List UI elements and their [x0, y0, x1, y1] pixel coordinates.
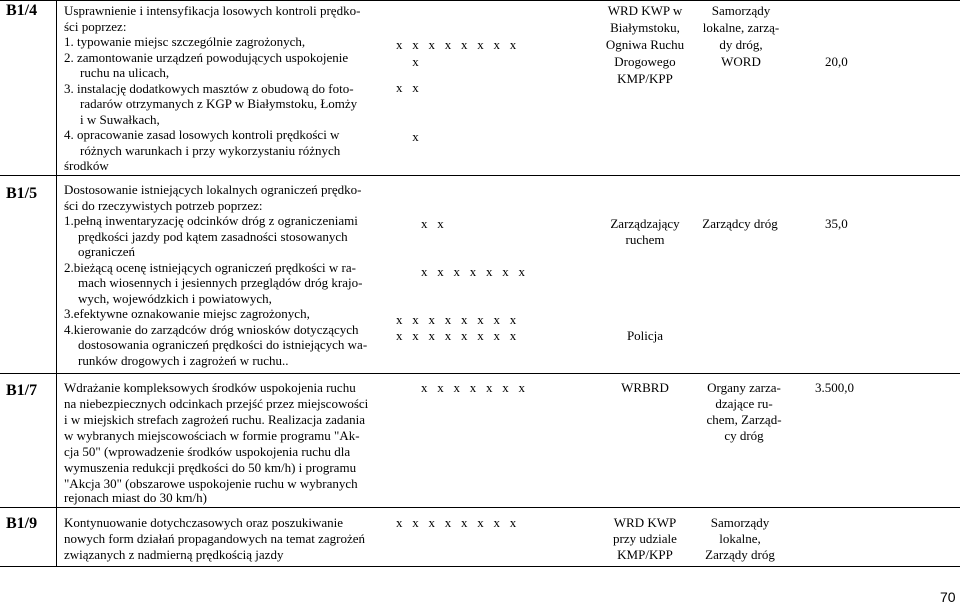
responsible-line: Ogniwa Ruchu — [605, 37, 685, 52]
task-line: Wdrażanie kompleksowych środków uspokojenia ruchu — [64, 380, 356, 395]
partner-line: Organy zarza- — [707, 380, 781, 395]
task-line: nowych form działań propagandowych na temat zagrożeń — [64, 531, 366, 546]
partner-line: Zarządy dróg — [705, 547, 775, 562]
task-line: "Akcja 30" (obszarowe uspokojenie ruchu w wybranych — [64, 476, 358, 491]
task-line: i w miejskich strefach zagrożeń ruchu. Realizacja zadania — [64, 412, 366, 427]
task-line: związanych z nadmierną prędkością jazdy — [64, 547, 284, 562]
responsible-line: przy udziale — [613, 531, 677, 546]
row-code: B1/5 — [6, 185, 38, 202]
task-line: 3. instalację dodatkowych masztów z obudową do foto- — [64, 80, 354, 96]
schedule-marks: x x — [421, 216, 444, 231]
task-line: Dostosowanie istniejących lokalnych ograniczeń prędko- — [64, 182, 362, 197]
row-divider — [0, 373, 960, 374]
task-line: mach wiosennych i jesiennych przeglądów dróg krajo- — [78, 275, 363, 290]
row-divider — [0, 507, 960, 508]
partner-line: WORD — [721, 54, 761, 69]
schedule-marks: x — [396, 54, 419, 69]
cost-value: 20,0 — [825, 54, 848, 69]
cost-value: 35,0 — [825, 216, 848, 231]
task-line: runków drogowych i zagrożeń w ruchu.. — [78, 352, 289, 368]
responsible-line: Białymstoku, — [610, 20, 680, 35]
task-line: Kontynuowanie dotychczasowych oraz poszukiwanie — [64, 515, 344, 530]
partner-line: lokalne, zarzą- — [702, 20, 780, 35]
task-line: 4.kierowanie do zarządców dróg wniosków dotyczących — [64, 321, 359, 337]
partner-line: cy dróg — [724, 428, 764, 443]
task-line: dostosowania ograniczeń prędkości do istniejących wa- — [78, 337, 368, 352]
column-divider — [56, 0, 57, 566]
schedule-marks: x x — [396, 80, 419, 95]
cost-value: 3.500,0 — [815, 380, 854, 395]
task-line: i w Suwałkach, — [80, 111, 160, 127]
page-number: 70 — [940, 589, 956, 605]
responsible-line: Drogowego — [614, 54, 676, 69]
task-line: radarów otrzymanych z KGP w Białymstoku, Łomży — [80, 96, 358, 111]
responsible-line: KMP/KPP — [617, 547, 673, 562]
row-code: B1/7 — [6, 382, 38, 399]
task-line: 2. zamontowanie urządzeń powodujących uspokojenie — [64, 49, 349, 65]
table-bottom-border — [0, 566, 960, 567]
responsible-line: Zarządzający — [610, 216, 680, 231]
row-code: B1/9 — [6, 515, 38, 532]
task-line: ści poprzez: — [64, 18, 127, 34]
task-line: różnych warunkach i przy wykorzystaniu różnych — [80, 142, 341, 158]
task-line: ograniczeń — [78, 244, 136, 259]
task-line: na niebezpiecznych odcinkach przejść przez miejscowości — [64, 396, 369, 411]
task-line: 2.bieżącą ocenę istniejących ograniczeń prędkości w ra- — [64, 259, 356, 275]
task-line: ruchu na ulicach, — [80, 65, 170, 80]
task-line: rejonach miast do 30 km/h) — [64, 490, 207, 505]
partner-line: dy dróg, — [719, 37, 763, 52]
task-line: wych, wojewódzkich i powiatowych, — [78, 290, 272, 306]
schedule-marks: x x x x x x x x — [396, 328, 517, 343]
schedule-marks: x x x x x x x x — [396, 312, 517, 327]
partner-line: Zarządcy dróg — [702, 216, 778, 231]
partner-line: lokalne, — [719, 531, 761, 546]
table-top-border — [0, 0, 960, 1]
partner-line: Samorządy — [710, 515, 770, 530]
partner-line: dzające ru- — [715, 396, 773, 411]
task-line: wymuszenia redukcji prędkości do 50 km/h) i programu — [64, 460, 357, 475]
schedule-marks: x x x x x x x x — [396, 515, 517, 530]
task-line: cja 50" (wprowadzenie środków uspokojenia ruchu dla — [64, 444, 351, 459]
responsible-line: ruchem — [625, 232, 665, 247]
responsible-line: KMP/KPP — [617, 71, 673, 86]
partner-line: chem, Zarząd- — [706, 412, 782, 427]
task-line: ści do rzeczywistych potrzeb poprzez: — [64, 197, 263, 213]
task-line: 3.efektywne oznakowanie miejsc zagrożonych, — [64, 306, 310, 321]
partner-line: Samorządy — [711, 3, 771, 18]
row-divider — [0, 175, 960, 176]
responsible-line: WRBRD — [621, 380, 669, 395]
schedule-marks: x x x x x x x — [421, 264, 525, 279]
schedule-marks: x x x x x x x — [421, 380, 525, 395]
responsible-line: WRD KWP — [613, 515, 677, 530]
responsible-line: Policja — [626, 328, 664, 343]
task-line: 1. typowanie miejsc szczególnie zagrożonych, — [64, 34, 306, 49]
schedule-marks: x x x x x x x x — [396, 37, 517, 52]
row-code: B1/4 — [6, 2, 38, 19]
task-line: środków — [64, 158, 109, 173]
task-line: w wybranych miejscowościach w formie programu "Ak- — [64, 428, 360, 443]
responsible-line: WRD KWP w — [607, 3, 683, 18]
task-line: 1.pełną inwentaryzację odcinków dróg z ograniczeniami — [64, 213, 358, 228]
schedule-marks: x — [396, 129, 419, 144]
task-line: 4. opracowanie zasad losowych kontroli prędkości w — [64, 127, 340, 142]
task-line: prędkości jazdy pod kątem zasadności stosowanych — [78, 228, 348, 244]
task-line: Usprawnienie i intensyfikacja losowych kontroli prędko- — [64, 3, 361, 18]
